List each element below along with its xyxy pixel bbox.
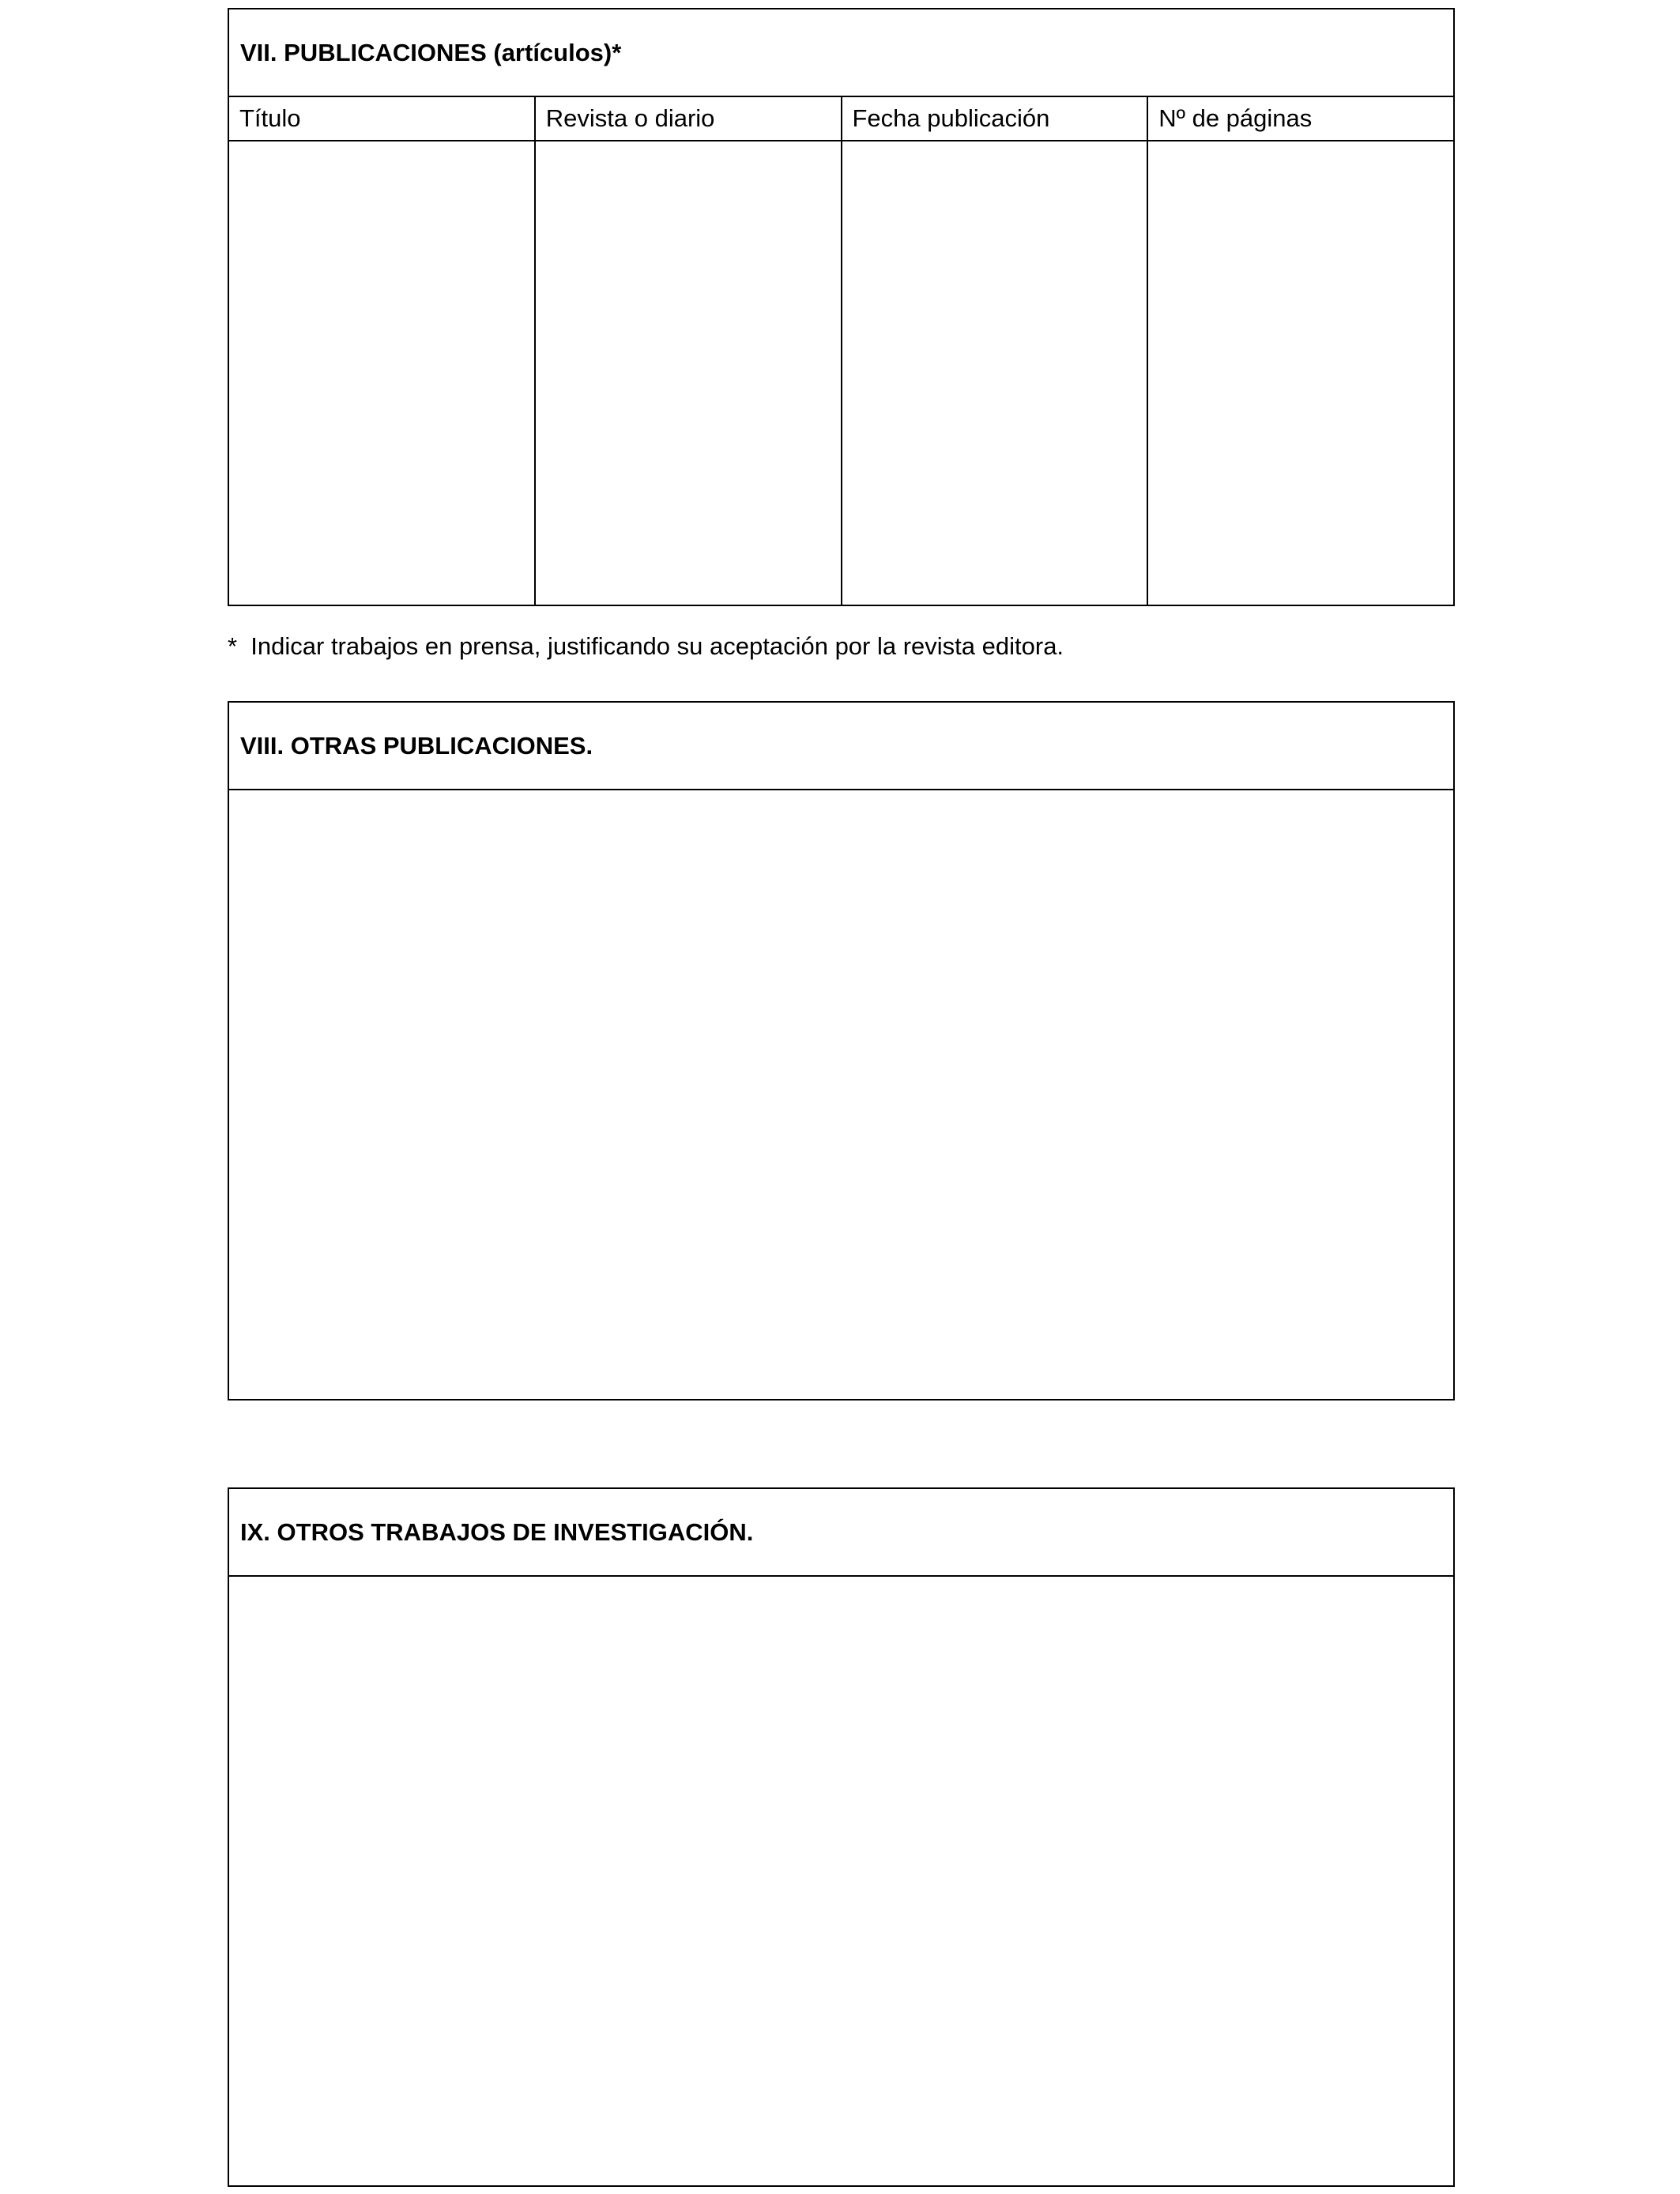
publicaciones-table	[228, 8, 1455, 606]
column-header-fecha: Fecha publicación	[842, 97, 1149, 140]
otros-trabajos-box	[228, 1487, 1455, 2187]
otras-publicaciones-box	[228, 701, 1455, 1400]
section-viii-title: VIII. OTRAS PUBLICACIONES.	[229, 703, 1453, 790]
column-header-titulo: Título	[229, 97, 536, 140]
column-header-revista: Revista o diario	[536, 97, 842, 140]
otros-trabajos-entry-area[interactable]	[229, 1577, 1453, 2185]
footnote: * Indicar trabajos en prensa, justificando su aceptación por la revista editora.	[228, 632, 1064, 660]
paginas-entry-cell[interactable]	[1148, 141, 1453, 605]
table-header-row	[229, 97, 1453, 141]
table-body-row	[229, 141, 1453, 605]
otras-publicaciones-entry-area[interactable]	[229, 790, 1453, 1399]
fecha-entry-cell[interactable]	[842, 141, 1149, 605]
column-header-paginas: Nº de páginas	[1158, 104, 1313, 132]
section-ix-title: IX. OTROS TRABAJOS DE INVESTIGACIÓN.	[229, 1489, 1453, 1577]
titulo-entry-cell[interactable]	[229, 141, 536, 605]
revista-entry-cell[interactable]	[536, 141, 842, 605]
section-vii-title: VII. PUBLICACIONES (artículos)*	[229, 9, 1453, 97]
